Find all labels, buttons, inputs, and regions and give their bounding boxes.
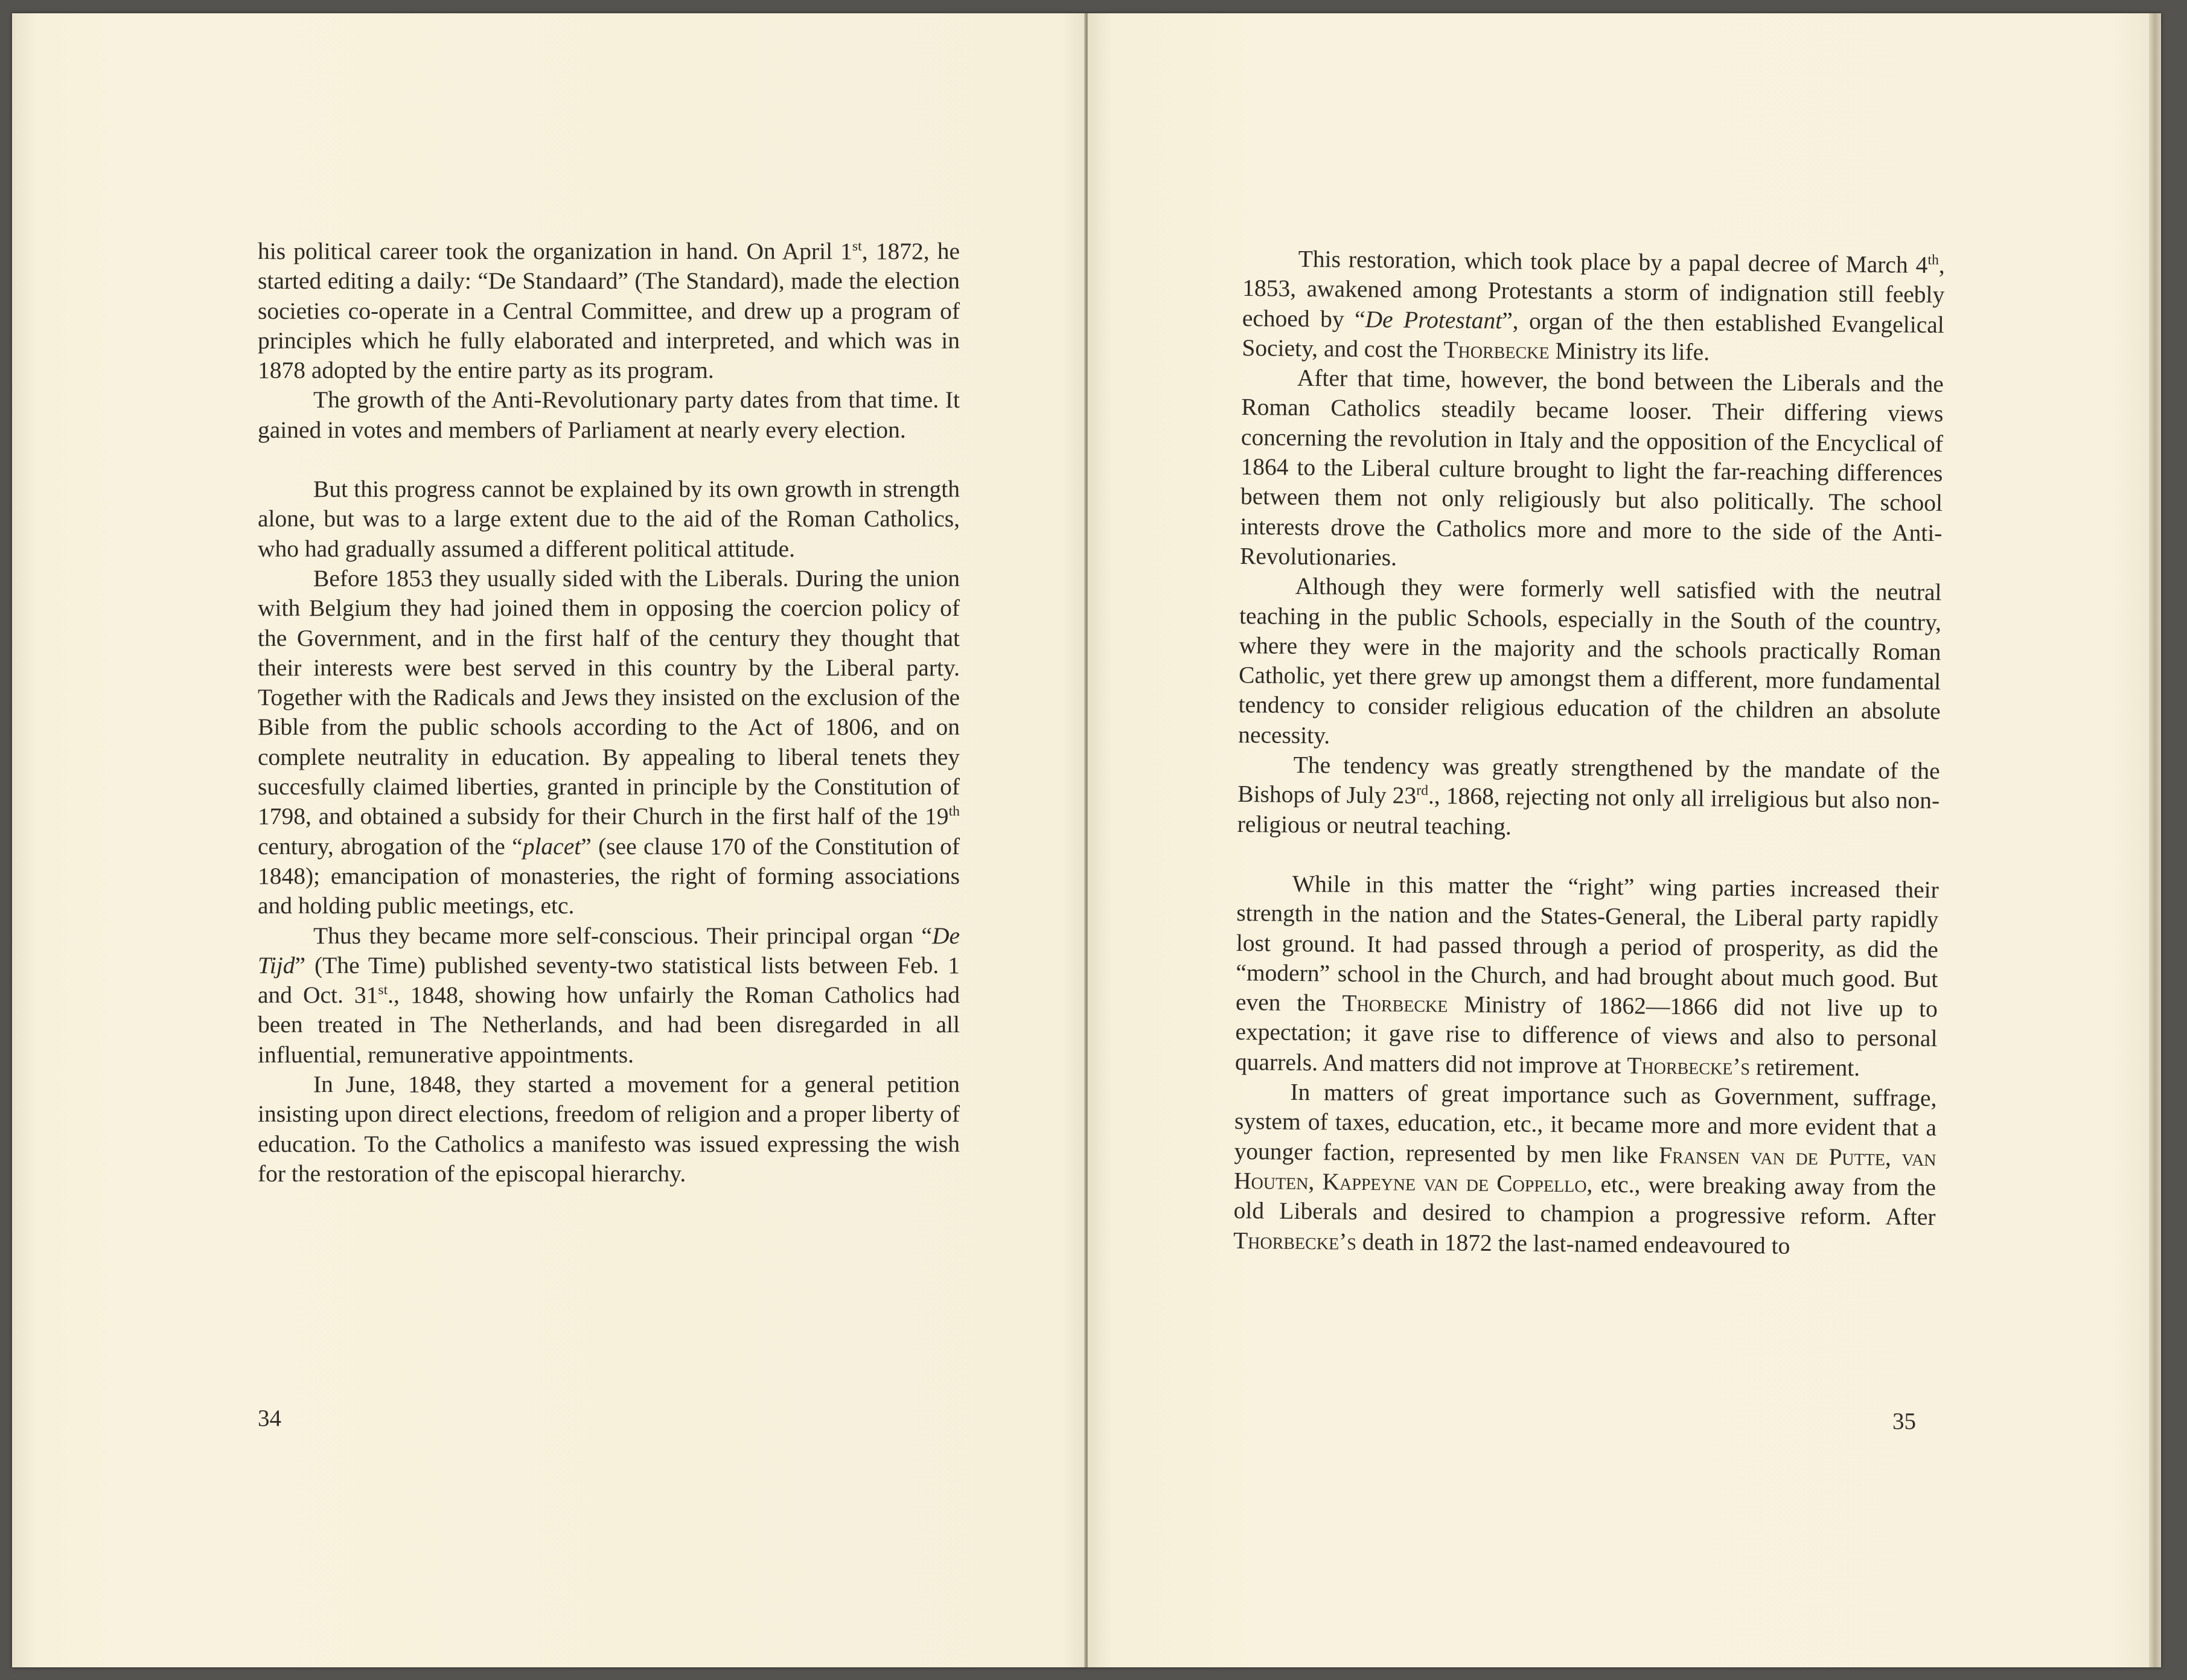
text-run: ” (The Time) published seventy-two statistical lists between Feb. 1 and Oct. 31 [258,951,960,1009]
paragraph [258,1070,960,1189]
text-run: his political career took the organization in hand. On April 1 [258,238,852,264]
book-spread [12,13,2161,1667]
text-run: ., 1848, showing how unfairly the Roman Catholics had been treated in The Netherlands, and had been disregarded in all influential, remunerative appointments. [258,982,960,1068]
ordinal-suffix: th [948,803,960,820]
text-run: The tendency was greatly strengthened by the mandate of the Bishops of July 23 [1237,751,1940,810]
italic-title: De Protestant [1365,305,1502,334]
text-run: , etc., were breaking away from the old Liberals and desired to champion a progressive reform. After [1233,1171,1936,1231]
italic-title: De Tijd [258,922,960,979]
left-page [12,13,1085,1667]
text-run: , 1853, awakened among Protestants a storm of indignation still feebly echoed by “ [1242,252,1945,333]
text-run: While in this matter the “right” wing parties increased their strength in the nation and the States-General, the Liberal party rapidly lost ground. It had passed through a period of prosperity, as did the “modern” school in the Church, and had brought about much good. But even the [1235,870,1939,1017]
text-run: Ministry its life. [1549,337,1710,366]
paragraph [258,385,960,445]
ordinal-suffix: rd [1416,782,1429,799]
text-run: ”, organ of the then established Evangelical Society, and cost the [1242,307,1944,363]
paragraph [1242,244,1945,369]
text-run: ” (see clause 170 of the Constitution of 1848); emancipation of monasteries, the right of forming associations and holding public meetings, etc. [258,832,960,919]
right-page [1088,13,2161,1667]
left-page-body [258,237,960,1189]
paragraph [1238,571,1942,756]
text-run: Thus they became more self-conscious. Their principal organ “ [313,922,932,949]
small-caps-name: Thorbecke [1342,989,1448,1018]
text-run: After that time, however, the bond between the Liberals and the Roman Catholics steadily became looser. Their differing views concerning the revolution in Italy and the opposition of the Encyclical of 1864 to the Liberal culture brought to light the far-reaching differences between them not only religiously but also politically. The school interests drove the Catholics more and more to the side of the Anti-Revolutionaries. [1239,365,1944,571]
paragraph [1235,869,1939,1084]
right-page-body [1233,244,1945,1262]
paragraph [258,921,960,1070]
text-run: In June, 1848, they started a movement for a general petition insisting upon direct elections, freedom of religion and a proper liberty of education. To the Catholics a manifesto was issued expressing the wish for the restoration of the episcopal hierarchy. [258,1071,960,1187]
small-caps-name: Fransen van de Putte, van Houten, Kappeyne van de Coppello [1233,1142,1936,1198]
small-caps-name: Thorbecke’s [1233,1227,1357,1255]
text-run: In matters of great importance such as Government, suffrage, system of taxes, education, etc., it became more and more evident that a younger faction, represented by men like [1234,1078,1937,1169]
paragraph [258,237,960,385]
text-run: death in 1872 the last-named endeavoured to [1356,1228,1790,1259]
paragraph [1237,750,1940,846]
ordinal-suffix: th [1927,252,1940,268]
paragraph [1233,1077,1937,1262]
text-run: Ministry of 1862—1866 did not live up to expectation; it gave rise to difference of views and also to personal quarrels. And matters did not improve at [1234,991,1938,1079]
text-run: century, abrogation of the “ [258,832,523,860]
ordinal-suffix: st [852,238,862,254]
text-run: , 1872, he started editing a daily: “De Standaard” (The Standard), made the election societies co-operate in a Central Committee, and drew up a program of principles which he fully elaborated and interpreted, and which was in 1878 adopted by the entire party as its program. [258,238,960,384]
small-caps-name: Thorbecke [1443,336,1550,364]
italic-title: placet [522,832,581,860]
ordinal-suffix: st [378,982,388,998]
paragraph [258,474,960,564]
text-run: ., 1868, rejecting not only all irreligious but also non-religious or neutral teaching. [1237,782,1940,840]
text-run: This restoration, which took place by a papal decree of March 4 [1298,245,1928,278]
paragraph [258,564,960,921]
text-run: retirement. [1749,1053,1860,1081]
text-run: Before 1853 they usually sided with the Liberals. During the union with Belgium they had joined them in opposing the coercion policy of the Government, and in the first half of the century they thought that their interests were best served in this country by the Liberal party. Together with the Radicals and Jews they insisted on the exclusion of the Bible from the public schools according to the Act of 1806, and on complete neutrality in education. By appealing to liberal tenets they succesfully claimed liberties, granted in principle by the Constitution of 1798, and obtained a subsidy for their Church in the first half of the 19 [258,564,960,830]
page-edge [2149,13,2161,1667]
small-caps-name: Thorbecke’s [1627,1052,1751,1080]
right-page-number: 35 [1892,1408,1916,1434]
paragraph [1240,363,1944,578]
text-run: But this progress cannot be explained by its own growth in strength alone, but was to a large extent due to the aid of the Roman Catholics, who had gradually assumed a different political attitude. [258,476,960,562]
text-run: Although they were formerly well satisfied with the neutral teaching in the public Schools, especially in the South of the country, where they were in the majority and the schools practically Roman Catholic, yet there grew up amongst them a different, more fundamental tendency to consider religious education of the children an absolute necessity. [1237,573,1942,749]
text-run: The growth of the Anti-Revolutionary party dates from that time. It gained in votes and members of Parliament at nearly every election. [258,386,960,443]
left-page-number: 34 [258,1405,281,1431]
